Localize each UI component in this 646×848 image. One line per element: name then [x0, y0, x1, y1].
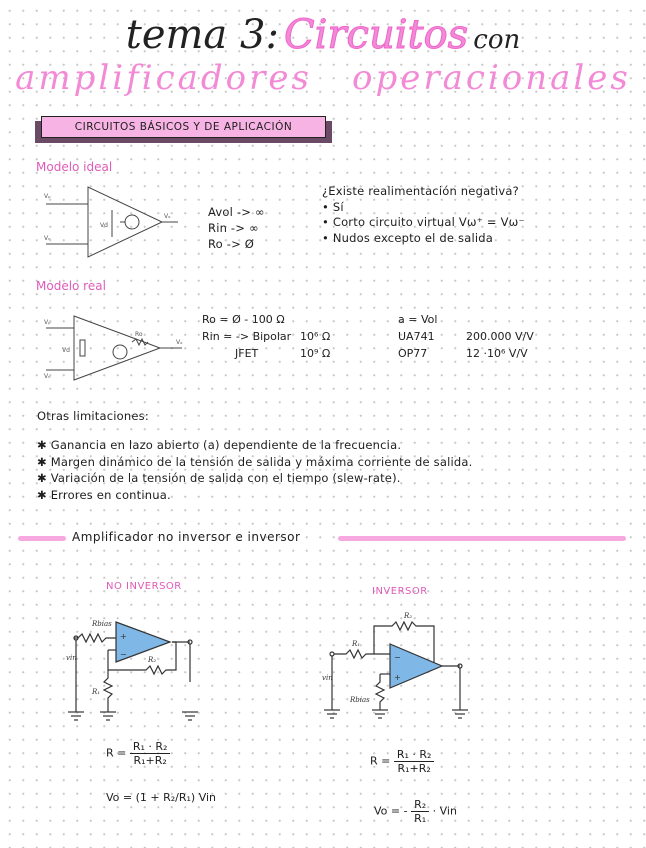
ideal-answer-2: • Corto circuito virtual Vω⁺ = Vω⁻ [322, 215, 525, 229]
page-title [0, 12, 646, 58]
inv-label-r1: R₁ [352, 640, 361, 648]
divider-strip-right [338, 536, 626, 541]
section2-title: Amplificador no inversor e inversor [72, 530, 301, 544]
ideal-fig-vo: Vₒ [164, 213, 171, 220]
noinv-label-vin: vin [66, 654, 77, 662]
title-amplificadores: amplificadores [15, 58, 312, 98]
page-subtitle [0, 58, 646, 98]
title-tema: tema 3: [125, 12, 279, 58]
real-rin-jfet: 10⁹ Ω [300, 347, 331, 360]
inv-r-formula: R = $\frac{\text{R₁ · R₂}}{\text{R₁+R₂}}$ [370, 748, 434, 775]
inv-r-num: R₁ · R₂ [394, 748, 435, 762]
svg-text:+: + [120, 632, 127, 641]
noinv-label-r2: R₂ [148, 656, 157, 664]
noinv-r-den: R₁+R₂ [133, 754, 167, 767]
inv-heading: INVERSOR [372, 586, 428, 597]
section-divider [0, 530, 646, 550]
limits-list [37, 437, 472, 503]
limit-item-4: ✱ Errores en continua. [37, 487, 171, 502]
inv-r-den: R₁+R₂ [397, 762, 431, 775]
ideal-question: ¿Existe realimentación negativa? [322, 184, 519, 198]
limits-heading: Otras limitaciones: [37, 409, 149, 423]
svg-text:+: + [394, 673, 401, 682]
ideal-param-avol: Avol -> ∞ [208, 205, 265, 219]
title-operacionales: operacionales [351, 58, 631, 98]
real-ua741-value: 200.000 V/V [466, 330, 534, 343]
ideal-fig-vd: Vd [100, 222, 108, 229]
noinv-vo-formula: Vo = (1 + R₂/R₁) Vin [106, 791, 217, 804]
svg-text:−: − [120, 650, 127, 659]
real-fig-vn: Vₙ [44, 373, 51, 380]
limit-item-1: ✱ Ganancia en lazo abierto (a) dependiente de la frecuencia. [37, 438, 402, 452]
noinv-r-num: R₁ · R₂ [130, 740, 171, 754]
section-banner-label: CIRCUITOS BÁSICOS Y DE APLICACIÓN [41, 116, 326, 138]
limit-item-2: ✱ Margen dinámico de la tensión de salida y máxima corriente de salida. [37, 454, 473, 469]
inv-label-vin: vin [322, 674, 333, 682]
limit-item-3: ✱ Variación de la tensión de salida con el tiempo (slew-rate). [37, 471, 401, 485]
inv-label-rbias: Rbias [350, 696, 370, 704]
title-circuitos: Circuitos [284, 12, 469, 58]
ideal-fig-vp: Vₚ [44, 193, 51, 200]
svg-text:−: − [394, 653, 401, 662]
section-banner [35, 116, 332, 144]
ideal-opamp-figure [40, 182, 180, 262]
title-con: con [473, 25, 521, 55]
ideal-answer-3: • Nudos excepto el de salida [322, 230, 494, 245]
real-opamp-figure [40, 312, 190, 384]
inv-circuit [322, 610, 482, 726]
real-jfet: JFET [235, 347, 259, 360]
real-op77: OP77 [398, 347, 428, 360]
divider-strip-left [18, 536, 66, 541]
noinv-label-r1: R₁ [92, 688, 101, 696]
inv-vo-num: R₂ [411, 798, 429, 812]
real-op77-value: 12 ·10⁶ V/V [466, 347, 528, 360]
noinv-label-rbias: Rbias [92, 620, 112, 628]
noinv-r-formula: R = $\frac{\text{R₁ · R₂}}{\text{R₁+R₂}}$ [106, 740, 170, 767]
ideal-param-rin: Rin -> ∞ [208, 221, 259, 235]
ideal-fig-vn: Vₙ [44, 235, 51, 242]
real-rin: Rin = -> Bipolar [202, 330, 292, 343]
inv-vo-formula: Vo = - $\frac{\text{R₂}}{\text{R₁}}$ · Vin [374, 798, 457, 825]
noinv-circuit [66, 612, 206, 724]
ideal-feedback [322, 184, 525, 246]
real-a: a = Vol [398, 313, 438, 326]
real-ro: Ro = Ø - 100 Ω [202, 313, 285, 326]
inv-vo-den: R₁ [414, 812, 427, 825]
real-fig-ro: Ro [135, 331, 143, 338]
real-rin-bipolar: 10⁶ Ω [300, 330, 331, 343]
ideal-answer-1: • Sí [322, 199, 344, 214]
noinv-heading: NO INVERSOR [106, 581, 182, 592]
real-ua741: UA741 [398, 330, 435, 343]
real-heading: Modelo real [36, 279, 106, 293]
ideal-params [208, 204, 265, 252]
ideal-heading: Modelo ideal [36, 160, 113, 174]
inv-label-r2: R₂ [404, 612, 413, 620]
ideal-param-ro: Ro -> Ø [208, 237, 255, 251]
real-fig-vd: Vd [62, 347, 70, 354]
real-fig-vp: Vₚ [44, 319, 51, 326]
real-fig-vo: Vₒ [176, 339, 183, 346]
